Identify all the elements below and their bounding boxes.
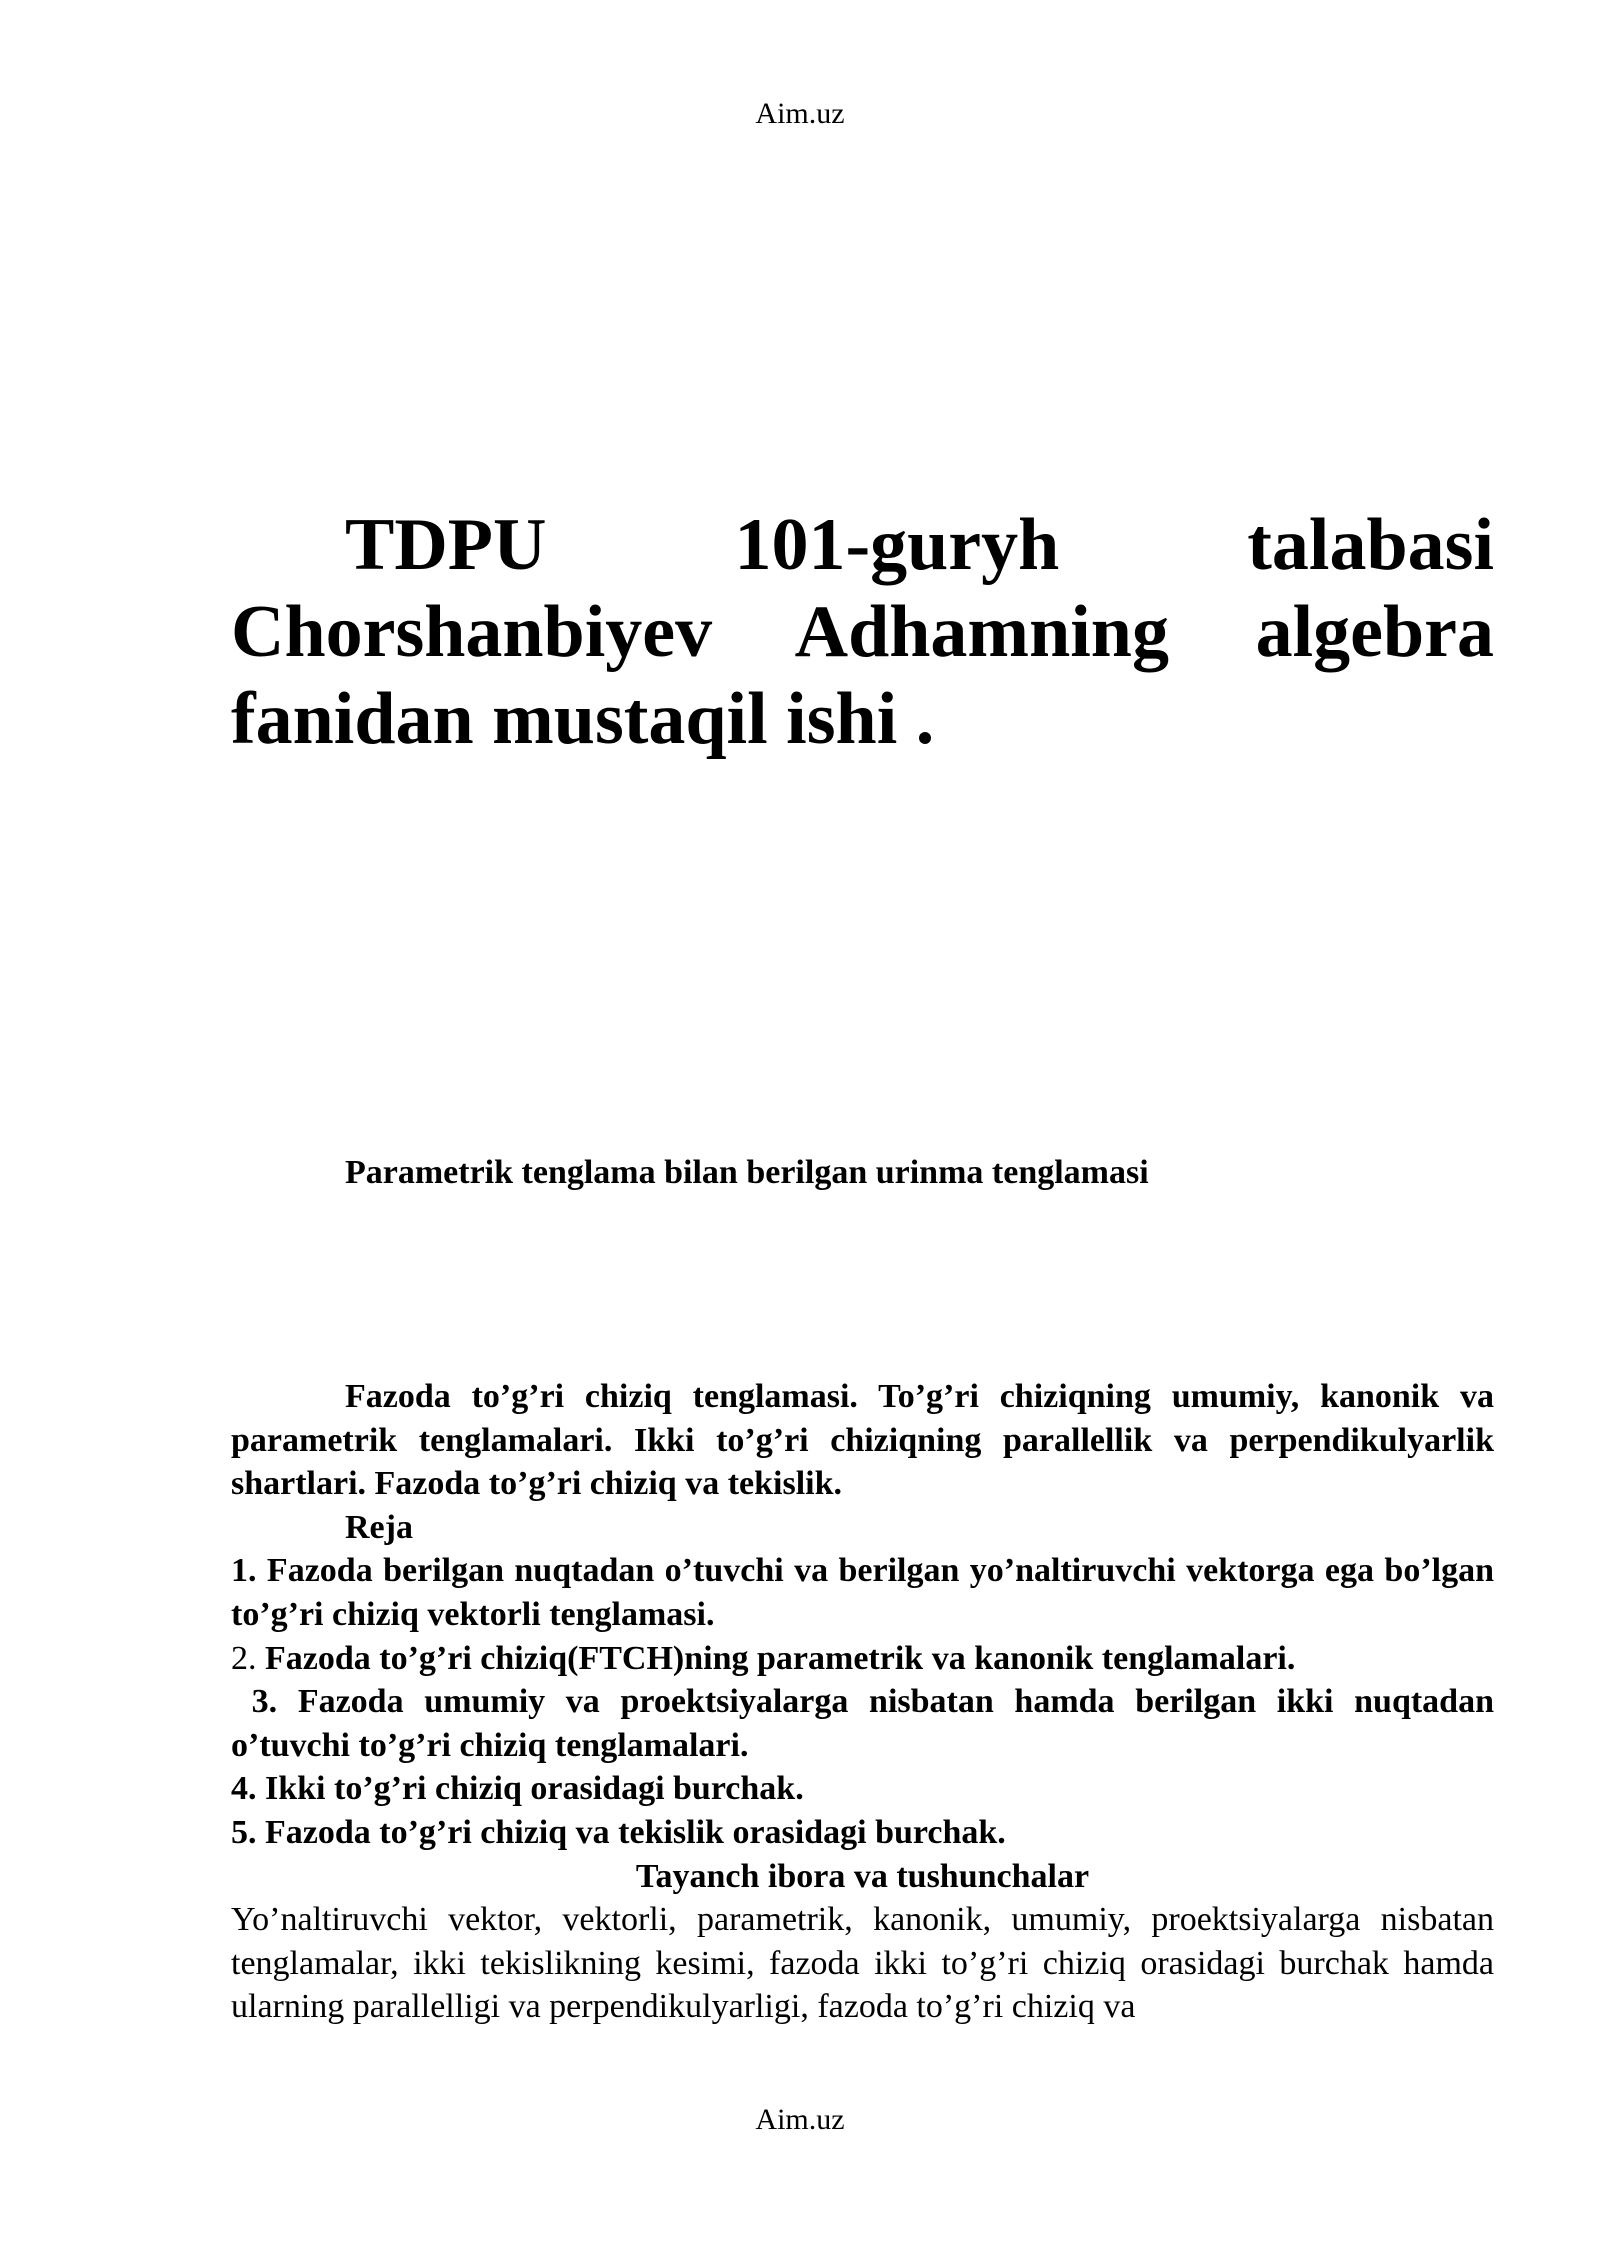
intro-paragraph: Fazoda to’g’ri chiziq tenglamasi. To’g’ri chiziqning umumiy, kanonik va parametrik tenglamalari. Ikki to’g’ri chiziqning parallellik va perpendikulyarlik shartlari. Fazoda to’g’ri chiziq va tekislik. xyxy=(231,1378,1494,1503)
plan-item-number: 5. xyxy=(231,1813,257,1851)
plan-item-number: 3. xyxy=(251,1683,278,1721)
document-title: TDPU 101-guryh talabasi Chorshanbiyev Adhamning algebra fanidan mustaqil ishi . xyxy=(231,504,1494,760)
key-terms-paragraph: Yo’naltiruvchi vektor, vektorli, parametrik, kanonik, umumiy, proektsiyalarga nisbatan tenglamalar, ikki tekislikning kesimi, fazoda ikki to’g’ri chiziq orasidagi burchak hamda ularning parallelligi va perpendikulyarligi, fazoda to’g’ri chiziq va xyxy=(231,1901,1494,2026)
plan-item-text: Fazoda to’g’ri chiziq(FTCH)ning parametrik va kanonik tenglamalari. xyxy=(265,1639,1296,1677)
document-body xyxy=(231,1375,1494,2029)
plan-item-text: Fazoda umumiy va proektsiyalarga nisbatan hamda berilgan ikki nuqtadan o’tuvchi to’g’ri chiziq tenglamalari. xyxy=(231,1683,1494,1764)
plan-item-number: 4. xyxy=(231,1770,257,1808)
plan-item-2 xyxy=(231,1637,1494,1681)
plan-item-number: 1. xyxy=(231,1552,257,1590)
plan-item-number: 2. xyxy=(231,1639,257,1677)
plan-item-text: Ikki to’g’ri chiziq orasidagi burchak. xyxy=(265,1770,804,1808)
plan-item-text: Fazoda to’g’ri chiziq va tekislik orasidagi burchak. xyxy=(265,1813,1006,1851)
plan-item-5 xyxy=(231,1811,1494,1855)
key-terms-heading: Tayanch ibora va tushunchalar xyxy=(635,1857,1090,1895)
page-header: Aim.uz xyxy=(755,97,845,130)
plan-item-text: Fazoda berilgan nuqtadan o’tuvchi va berilgan yo’naltiruvchi vektorga ega bo’lgan to’g’ri chiziq vektorli tenglamasi. xyxy=(231,1552,1495,1633)
plan-item-4 xyxy=(231,1767,1494,1811)
plan-item-3 xyxy=(231,1680,1494,1767)
topic-heading: Parametrik tenglama bilan berilgan urinma tenglamasi xyxy=(345,1154,1149,1191)
plan-heading: Reja xyxy=(345,1508,413,1546)
plan-item-1 xyxy=(231,1549,1494,1636)
page-footer: Aim.uz xyxy=(755,2103,845,2136)
